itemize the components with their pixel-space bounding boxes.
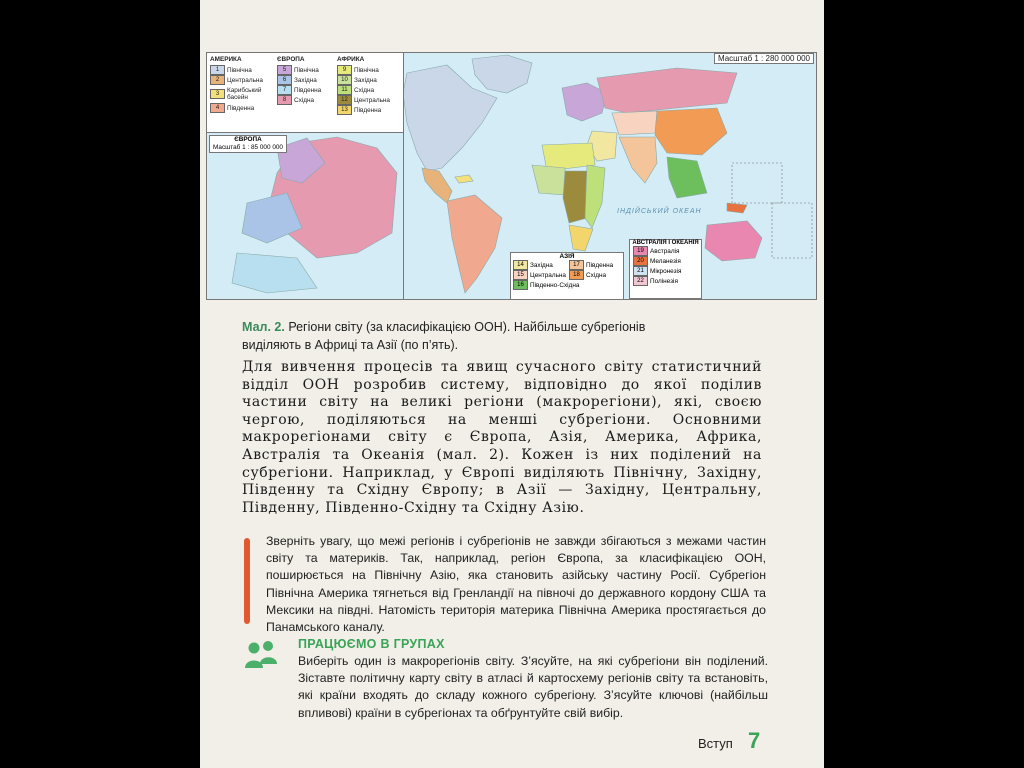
- legend-swatch: 10: [337, 75, 352, 85]
- legend-label: Меланезія: [650, 257, 681, 265]
- legend-africa: [337, 56, 390, 115]
- legend-label: Центральна: [354, 96, 390, 104]
- world-regions-map: [206, 52, 817, 300]
- legend-label: Північна: [227, 66, 252, 74]
- map-scale: Масштаб 1 : 280 000 000: [714, 53, 814, 64]
- europe-inset-map: [207, 133, 404, 299]
- legend-item: [513, 270, 569, 280]
- notice-paragraph: Зверніть увагу, що межі регіонів і субрегіонів не завжди збігаються з межами частин світу та материків. Так, наприклад, регіон Європа, за класифікацією ООН, поширюється на Північну Азію, яка становить азійську частину Росії. Субрегіон Північна Америка тягнеться від Гренландії на півночі до державного кордону США та Мексики на півдні. Натомість територія материка Північна Америка простягається до Панамського каналу.: [266, 534, 766, 635]
- figure-label: Мал. 2.: [242, 320, 285, 334]
- legend-swatch: 2: [210, 75, 225, 85]
- legend-america: [210, 56, 263, 113]
- legend-item: [277, 75, 321, 85]
- asia-legend-title: АЗІЯ: [559, 253, 575, 260]
- notice-marker: [244, 538, 250, 624]
- legend-label: Східна: [586, 271, 607, 279]
- legend-swatch: 4: [210, 103, 225, 113]
- inset-title: ЄВРОПА: [234, 136, 262, 143]
- legend-item: [337, 65, 390, 75]
- legend-item: [513, 260, 569, 270]
- oceania-legend-title: АВСТРАЛІЯ І ОКЕАНІЯ: [632, 240, 699, 246]
- legend-item: [633, 256, 698, 266]
- legend-item: [210, 75, 263, 85]
- legend-item: [513, 280, 621, 290]
- legend-america-title: АМЕРИКА: [210, 56, 242, 63]
- legend-swatch: 8: [277, 95, 292, 105]
- legend-item: [277, 95, 321, 105]
- legend-swatch: 12: [337, 95, 352, 105]
- legend-item: [277, 65, 321, 75]
- legend-label: Північна: [354, 66, 379, 74]
- legend-label: Центральна: [530, 271, 566, 279]
- inset-label: [209, 135, 287, 153]
- legend-swatch: 22: [633, 276, 648, 286]
- legend-item: [633, 266, 698, 276]
- legend-label: Південна: [294, 86, 322, 94]
- oceania-legend: [629, 239, 702, 299]
- legend-swatch: 5: [277, 65, 292, 75]
- page-number: 7: [748, 728, 761, 753]
- legend-label: Полінезія: [650, 277, 678, 285]
- legend-swatch: 19: [633, 246, 648, 256]
- figure-caption: [242, 318, 682, 354]
- legend-label: Північна: [294, 66, 319, 74]
- group-work-icon: [243, 640, 279, 670]
- main-paragraph: Для вивчення процесів та явищ сучасного світу статистичний відділ ООН розробив систему, відповідно до якої поділив частини світу на великі регіони (макрорегіони), які, своєю чергою, поділяються на менші субрегіони. Основними макрорегіонами світу є Європа, Азія, Америка, Африка, Австралія та Океанія (мал. 2). Кожен із них поділений на субрегіони. Наприклад, у Європі виділяють Північну, Західну, Південну та Східну Європу; в Азії — Західну, Центральну, Південну, Південно-Східну та Східну Азію.: [242, 359, 762, 516]
- legend-label: Західна: [530, 261, 553, 269]
- legend-swatch: 13: [337, 105, 352, 115]
- inset-scale: Масштаб 1 : 85 000 000: [213, 144, 283, 151]
- legend-item: [210, 85, 263, 103]
- legend-label: Австралія: [650, 247, 680, 255]
- legend-item: [210, 65, 263, 75]
- legend-label: Східна: [294, 96, 315, 104]
- legend-item: [569, 270, 621, 280]
- legend-swatch: 16: [513, 280, 528, 290]
- legend-swatch: 9: [337, 65, 352, 75]
- legend-europe: [277, 56, 321, 105]
- legend-swatch: 21: [633, 266, 648, 276]
- legend-label: Південна: [354, 106, 382, 114]
- legend-swatch: 3: [210, 89, 225, 99]
- legend-label: Західна: [294, 76, 317, 84]
- legend-item: [633, 246, 698, 256]
- figure-caption-text: Регіони світу (за класифікацією ООН). Найбільше субрегіонів виділяють в Африці та Азії (по п’ять).: [242, 320, 646, 352]
- legend-label: Південна: [586, 261, 614, 269]
- legend-africa-title: АФРИКА: [337, 56, 365, 63]
- section-label: Вступ: [698, 736, 733, 751]
- asia-legend: [510, 252, 624, 300]
- legend-item: [633, 276, 698, 286]
- legend-swatch: 14: [513, 260, 528, 270]
- legend-item: [337, 95, 390, 105]
- group-work-title: ПРАЦЮЄМО В ГРУПАХ: [298, 637, 445, 651]
- textbook-page: [200, 0, 824, 768]
- legend-label: Центральна: [227, 76, 263, 84]
- legend-europe-title: ЄВРОПА: [277, 56, 305, 63]
- legend-item: [210, 103, 263, 113]
- legend-swatch: 18: [569, 270, 584, 280]
- legend-label: Східна: [354, 86, 375, 94]
- legend-label: Південно-Східна: [530, 281, 580, 289]
- legend-swatch: 11: [337, 85, 352, 95]
- legend-swatch: 7: [277, 85, 292, 95]
- legend-item: [569, 260, 621, 270]
- legend-label: Мікронезія: [650, 267, 682, 275]
- legend-swatch: 17: [569, 260, 584, 270]
- group-work-text: Виберіть один із макрорегіонів світу. З’ясуйте, на які субрегіони він поділений. Зіставте політичну карту світу в атласі й картосхему регіонів світу та встановіть, які країни входять до складу кожного субрегіону. З’ясуйте ключові (найбільш впливові) країни в субрегіонах та обґрунтуйте свій вибір.: [298, 654, 768, 720]
- map-legend: [207, 53, 404, 133]
- legend-label: Південна: [227, 104, 255, 112]
- legend-swatch: 1: [210, 65, 225, 75]
- legend-item: [337, 75, 390, 85]
- legend-label: Карибський басейн: [227, 87, 262, 101]
- legend-swatch: 15: [513, 270, 528, 280]
- legend-swatch: 6: [277, 75, 292, 85]
- legend-item: [277, 85, 321, 95]
- legend-item: [337, 105, 390, 115]
- ocean-label-indian: ІНДІЙСЬКИЙ ОКЕАН: [617, 208, 702, 215]
- legend-label: Західна: [354, 76, 377, 84]
- legend-item: [337, 85, 390, 95]
- legend-swatch: 20: [633, 256, 648, 266]
